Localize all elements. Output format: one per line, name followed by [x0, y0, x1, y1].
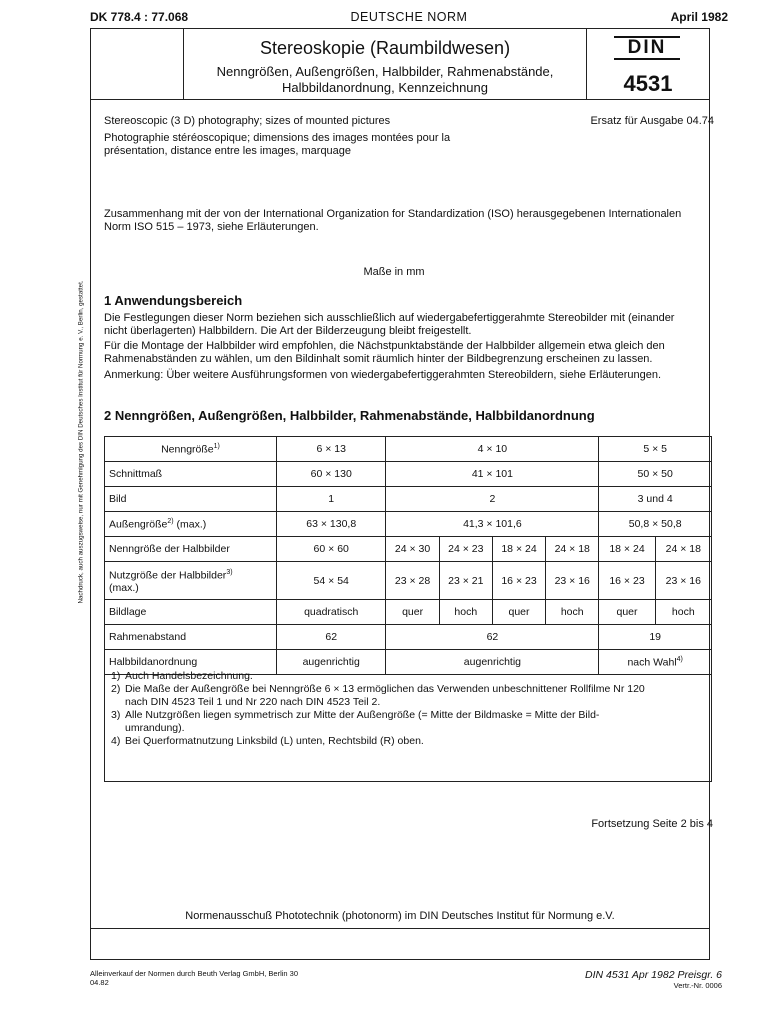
table-cell: 23 × 16: [546, 562, 599, 600]
table-cell: 3 und 4: [599, 487, 712, 512]
english-title: Stereoscopic (3 D) photography; sizes of mounted pictures: [104, 115, 391, 127]
table-row: [105, 512, 712, 537]
table-cell: 19: [599, 625, 712, 650]
translation-block: [104, 115, 564, 158]
table-cell: 24 × 18: [655, 537, 711, 562]
continuation-note: Fortsetzung Seite 2 bis 4: [591, 818, 713, 830]
footnote-4: 4) Bei Querformatnutzung Linksbild (L) unten, Rechtsbild (R) oben.: [111, 735, 424, 747]
section-2-heading: 2 Nenngrößen, Außengrößen, Halbbilder, Rahmenabstände, Halbbildanordnung: [104, 408, 595, 423]
table-cell: augenrichtig: [276, 650, 386, 675]
document-subtitle: [185, 64, 585, 96]
table-cell: quer: [599, 600, 655, 625]
committee-note: Normenausschuß Phototechnik (photonorm) im DIN Deutsches Institut für Normung e.V.: [185, 910, 615, 922]
iso-reference: [104, 208, 714, 234]
table-cell: hoch: [546, 600, 599, 625]
units-note: Maße in mm: [363, 266, 425, 278]
section-1-para-1: [104, 312, 716, 338]
section-1-note: Anmerkung: Über weitere Ausführungsformen von wiedergabefertiggerahmten Stereobildern, siehe Erläuterungen.: [104, 369, 662, 381]
table-row: [105, 537, 712, 562]
section-1: [104, 293, 716, 382]
french-title-line-2: présentation, distance entre les images, marquage: [104, 145, 352, 157]
title-divider-right: [586, 28, 587, 99]
footnote-1: 1) Auch Handelsbezeichnung.: [111, 670, 253, 682]
norm-type: DEUTSCHE NORM: [350, 10, 468, 24]
table-cell: 60 × 60: [276, 537, 386, 562]
row-label-nenngroesse-halbbilder: Nenngröße der Halbbilder: [105, 537, 277, 562]
table-cell: 5 × 5: [599, 437, 712, 462]
table-cell: 4 × 10: [386, 437, 599, 462]
title-divider-left: [183, 28, 184, 99]
din-number: 4531: [623, 71, 673, 96]
table-cell: 16 × 23: [492, 562, 545, 600]
section-1-para-2-line-1: Für die Montage der Halbbilder wird empfohlen, die Nächstpunktabstände der Halbbilder allgemein etwa gleich den: [104, 340, 665, 352]
subtitle-line-1: Nenngrößen, Außengrößen, Halbbilder, Rahmenabstände,: [216, 64, 554, 79]
table-cell: 24 × 30: [386, 537, 439, 562]
table-row: [105, 437, 712, 462]
issue-date: April 1982: [670, 10, 728, 24]
iso-reference-line-2: Norm ISO 515 – 1973, siehe Erläuterungen.: [104, 221, 319, 233]
row-label-halbbildanordnung: Halbbildanordnung: [105, 650, 277, 675]
table-cell: 6 × 13: [276, 437, 386, 462]
table-cell: quadratisch: [276, 600, 386, 625]
footnote-3: 3) Alle Nutzgrößen liegen symmetrisch zur Mitte der Außengröße (= Mitte der Bildmaske = Mitte der Bild- umrandung).: [111, 709, 600, 734]
table-row: [105, 562, 712, 600]
table-cell: 24 × 23: [439, 537, 492, 562]
section-1-para-2: [104, 340, 716, 366]
row-label-bild: Bild: [105, 487, 277, 512]
row-label-nenngroesse: Nenngröße$^{1)}$: [105, 437, 277, 462]
title-block: [90, 28, 710, 100]
sales-number: Vertr.-Nr. 0006: [673, 981, 722, 990]
section-1-para-1-line-1: Die Festlegungen dieser Norm beziehen sich ausschließlich auf wiedergabefertiggerahmte Stereobilder mit (einander: [104, 312, 675, 324]
footer-right: [585, 969, 722, 990]
table-cell: 62: [386, 625, 599, 650]
section-1-para-1-line-2: nicht überlagerten) Halbbildern. Die Art der Bilderzeugung bleibt freigestellt.: [104, 325, 472, 337]
table-row: [105, 487, 712, 512]
subtitle-line-2: Halbbildanordnung, Kennzeichnung: [282, 80, 488, 95]
dimensions-table: [104, 436, 712, 675]
table-cell: 23 × 16: [655, 562, 711, 600]
document-title: Stereoskopie (Raumbildwesen): [259, 38, 511, 58]
table-cell: 18 × 24: [492, 537, 545, 562]
table-cell: 2: [386, 487, 599, 512]
copyright-sidebar: [74, 272, 88, 612]
table-cell: hoch: [439, 600, 492, 625]
table-cell: 62: [276, 625, 386, 650]
section-2: [104, 408, 716, 423]
table-cell: 23 × 28: [386, 562, 439, 600]
row-label-bildlage: Bildlage: [105, 600, 277, 625]
din-logo: DIN: [614, 36, 680, 60]
table-cell: 50 × 50: [599, 462, 712, 487]
table-cell: 24 × 18: [546, 537, 599, 562]
table-cell: 1: [276, 487, 386, 512]
table-cell: 41,3 × 101,6: [386, 512, 599, 537]
iso-reference-line-1: Zusammenhang mit der von der International Organization for Standardization (ISO) herausgegebenen Internationalen: [104, 208, 682, 220]
table-cell: 50,8 × 50,8: [599, 512, 712, 537]
committee-divider: [90, 928, 710, 929]
table-cell: 60 × 130: [276, 462, 386, 487]
footnotes-box: [104, 664, 712, 782]
dk-classification: DK 778.4 : 77.068: [90, 10, 189, 24]
table-cell: 41 × 101: [386, 462, 599, 487]
row-label-nutzgroesse-halbbilder: Nutzgröße der Halbbilder$^{3)}$ (max.): [105, 562, 277, 600]
row-label-aussengroesse: Außengröße$^{2)}$ (max.): [105, 512, 277, 537]
table-cell: quer: [492, 600, 545, 625]
table-row: [105, 462, 712, 487]
footnote-2: 2) Die Maße der Außengröße bei Nenngröße 6 × 13 ermöglichen das Verwenden unbeschnittener Rollfilme Nr 120 nach DIN 4523 Teil 1 und Nr 220 nach DIN 4523 Teil 2.: [111, 683, 645, 708]
french-title-line-1: Photographie stéréoscopique; dimensions des images montées pour la: [104, 132, 451, 144]
replaces-edition: Ersatz für Ausgabe 04.74: [590, 115, 714, 127]
table-cell: 16 × 23: [599, 562, 655, 600]
row-label-rahmenabstand: Rahmenabstand: [105, 625, 277, 650]
top-bar: [90, 10, 728, 28]
copyright-text: Nachdruck, auch auszugsweise, nur mit Genehmigung des DIN Deutsches Institut für Normung e. V., Berlin, gestattet.: [77, 280, 85, 604]
print-code: 04.82: [90, 978, 109, 987]
din-reference-footer: DIN 4531 Apr 1982 Preisgr. 6: [585, 969, 722, 981]
table-cell: 23 × 21: [439, 562, 492, 600]
section-1-para-2-line-2: Rahmenabständen zu wählen, um den Bildinhalt somit räumlich hinter der Bildbegrenzung erscheinen zu lassen.: [104, 353, 653, 365]
table-cell: 63 × 130,8: [276, 512, 386, 537]
publisher-line: Alleinverkauf der Normen durch Beuth Verlag GmbH, Berlin 30: [90, 969, 299, 978]
table-row: [105, 625, 712, 650]
table-cell: nach Wahl$^{4)}$: [599, 650, 712, 675]
section-1-heading: 1 Anwendungsbereich: [104, 293, 243, 308]
table-cell: 18 × 24: [599, 537, 655, 562]
table-cell: hoch: [655, 600, 711, 625]
footer-left: [90, 969, 298, 987]
table-cell: augenrichtig: [386, 650, 599, 675]
table-cell: 54 × 54: [276, 562, 386, 600]
table-cell: quer: [386, 600, 439, 625]
table-row: [105, 600, 712, 625]
row-label-schnittmass: Schnittmaß: [105, 462, 277, 487]
